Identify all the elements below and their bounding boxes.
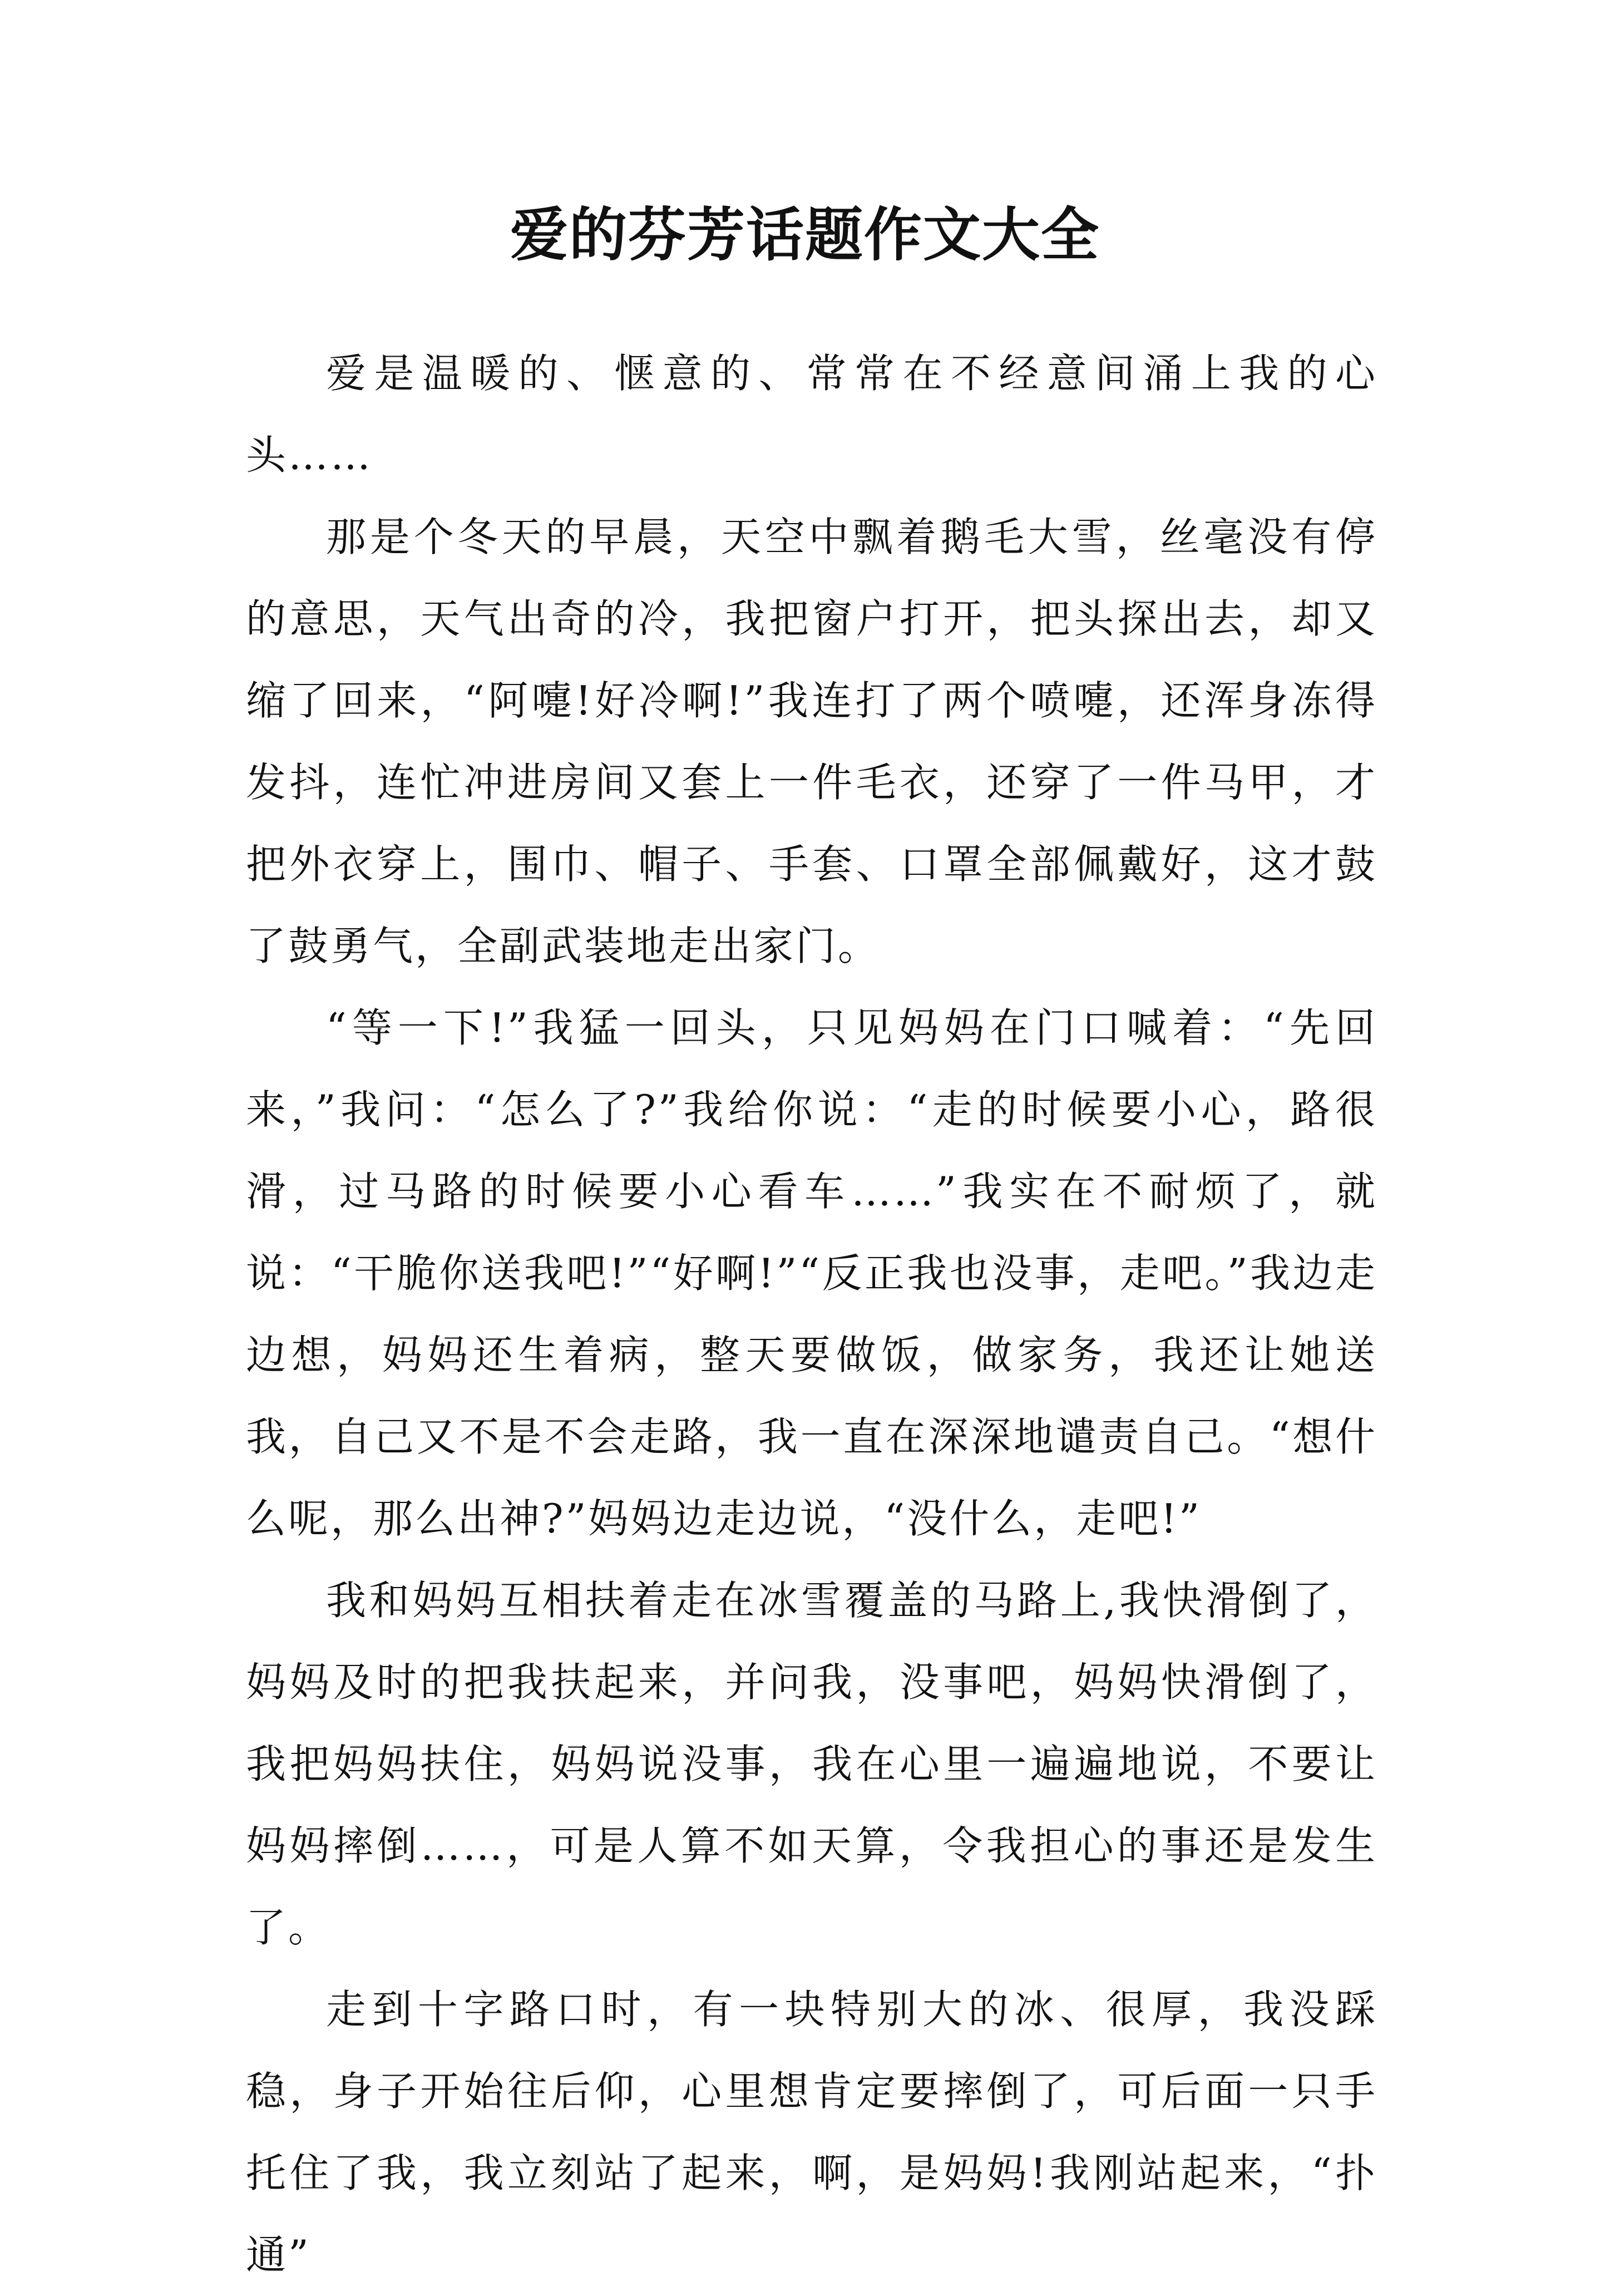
- paragraph-4: 我和妈妈互相扶着走在冰雪覆盖的马路上,我快滑倒了，妈妈及时的把我扶起来，并问我，没事吧，妈妈快滑倒了，我把妈妈扶住，妈妈说没事，我在心里一遍遍地说，不要让妈妈摔倒……，可是人算不如天算，令我担心的事还是发生了。: [246, 1577, 1377, 1951]
- paragraph-5: 走到十字路口时，有一块特别大的冰、很厚，我没踩稳，身子开始往后仰，心里想肯定要摔倒了，可后面一只手托住了我，我立刻站了起来，啊，是妈妈!我刚站起来，“扑通”: [246, 1986, 1377, 2278]
- paragraph-1: 爱是温暖的、惬意的、常常在不经意间涌上我的心头……: [246, 350, 1377, 479]
- paragraph-2: 那是个冬天的早晨，天空中飘着鹅毛大雪，丝毫没有停的意思，天气出奇的冷，我把窗户打开，把头探出去，却又缩了回来，“阿嚏!好冷啊!”我连打了两个喷嚏，还浑身冻得发抖，连忙冲进房间又套上一件毛衣，还穿了一件马甲，才把外衣穿上，围巾、帽子、手套、口罩全部佩戴好，这才鼓了鼓勇气，全副武装地走出家门。: [246, 514, 1377, 969]
- document-title: 爱的芬芳话题作文大全: [510, 200, 1100, 269]
- paragraph-3: “等一下!”我猛一回头，只见妈妈在门口喊着：“先回来，”我问：“怎么了?”我给你说：“走的时候要小心，路很滑，过马路的时候要小心看车……”我实在不耐烦了，就说：“干脆你送我吧!”“好啊!”“反正我也没事，走吧。”我边走边想，妈妈还生着病，整天要做饭，做家务，我还让她送我，自己又不是不会走路，我一直在深深地谴责自己。“想什么呢，那么出神?”妈妈边走边说，“没什么，走吧!”: [246, 1004, 1377, 1542]
- document-body: [246, 333, 1377, 2296]
